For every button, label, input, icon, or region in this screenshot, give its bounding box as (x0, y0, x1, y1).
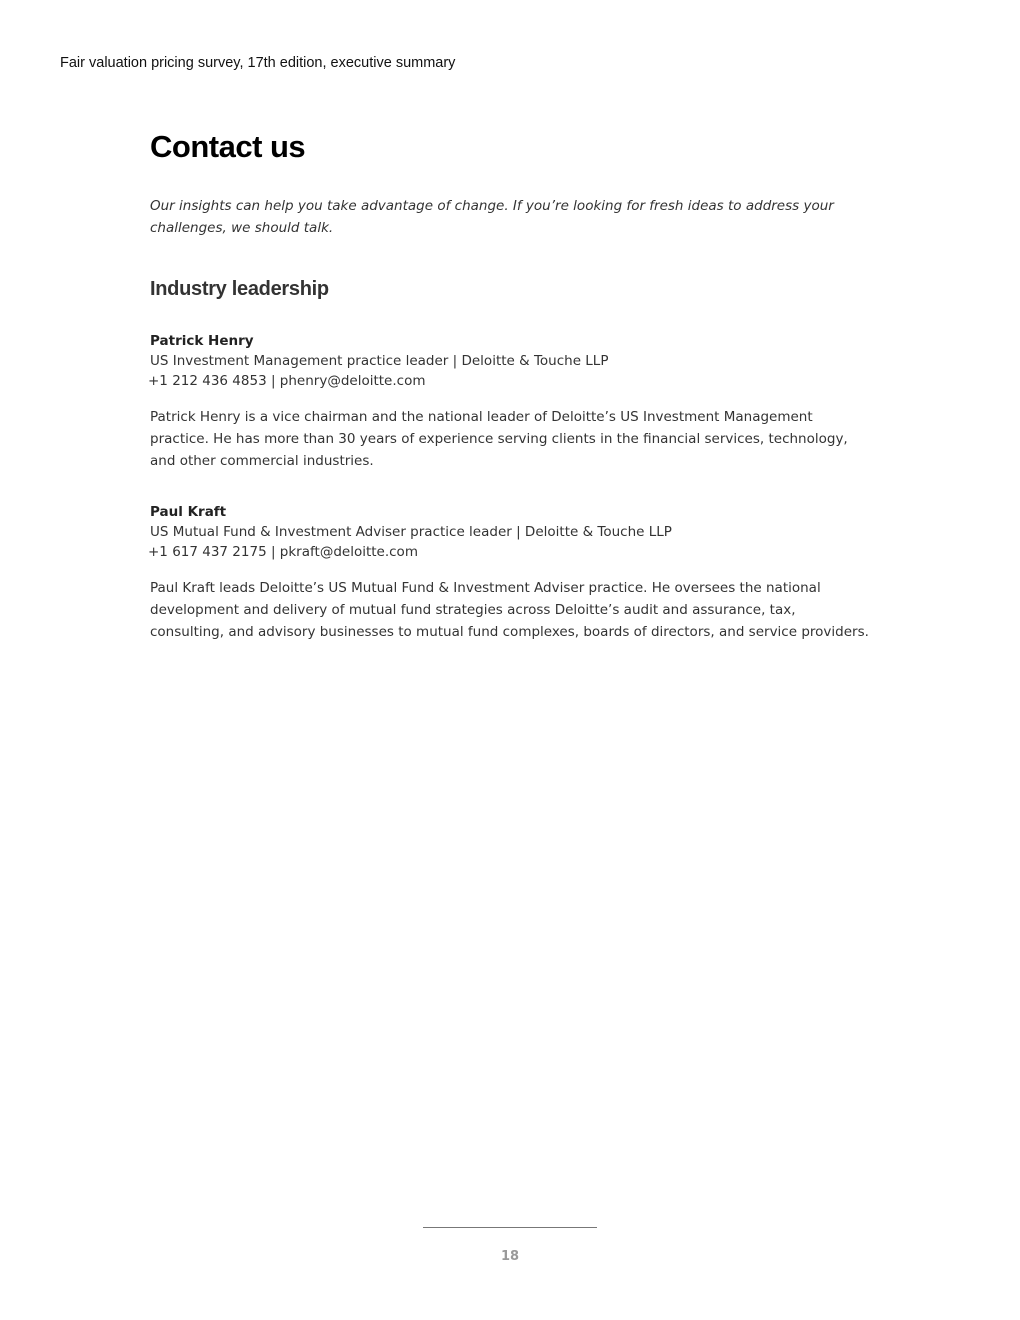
contact-name: Paul Kraft (150, 504, 227, 521)
intro-text: Our insights can help you take advantage of change. If you’re looking for fresh ideas to address your challenges, we should talk. (150, 198, 834, 236)
section-heading: Industry leadership (150, 278, 329, 300)
contact-bio: Paul Kraft leads Deloitte’s US Mutual Fund & Investment Adviser practice. He oversees the national development and delivery of mutual fund strategies across Deloitte’s audit and assurance, tax, consulting, and advisory businesses to mutual fund complexes, boards of directors, and service providers. (150, 580, 869, 640)
contact-role: US Mutual Fund & Investment Adviser practice leader | Deloitte & Touche LLP (150, 524, 672, 541)
main-content (150, 125, 870, 644)
contact-role: US Investment Management practice leader | Deloitte & Touche LLP (150, 353, 609, 369)
contact-card (150, 331, 870, 472)
running-header: Fair valuation pricing survey, 17th edition, executive summary (60, 55, 456, 71)
footer-divider (423, 1227, 597, 1228)
contact-name: Patrick Henry (150, 333, 254, 349)
page-title: Contact us (150, 129, 306, 164)
contact-bio: Patrick Henry is a vice chairman and the national leader of Deloitte’s US Investment Management practice. He has more than 30 years of experience serving clients in the financial services, technology, and other commercial industries. (150, 409, 848, 469)
page-number: 18 (500, 1249, 520, 1264)
contact-phone-email[interactable]: +1 617 437 2175 | pkraft@deloitte.com (148, 544, 418, 561)
contact-phone-email[interactable]: +1 212 436 4853 | phenry@deloitte.com (148, 373, 426, 389)
contact-card (150, 502, 870, 643)
